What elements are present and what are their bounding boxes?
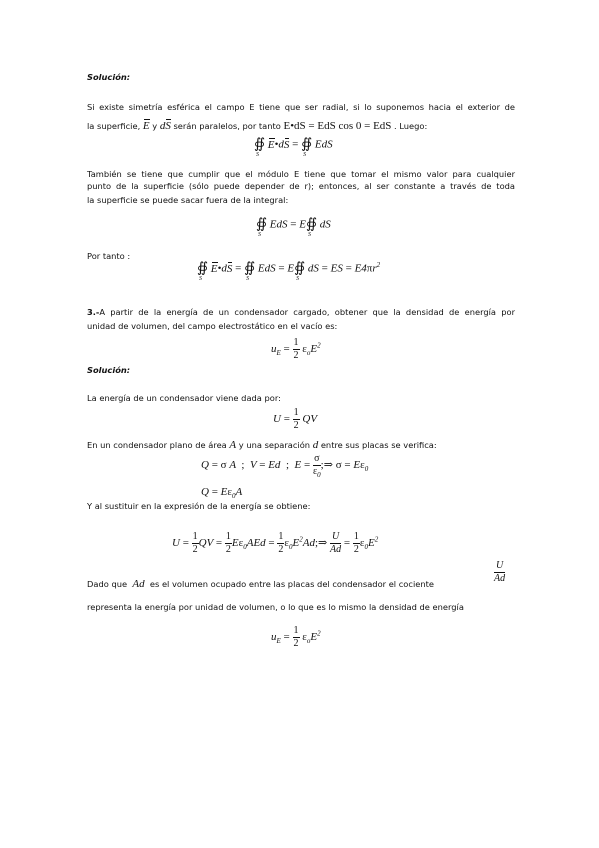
- equation-capacitor-energy: U = $\frac{1}{2}$ QV: [273, 407, 318, 431]
- paragraph-modulus-line3: la superficie se puede sacar fuera de la integral:: [87, 195, 289, 205]
- label-por-tanto: Por tanto :: [87, 251, 131, 261]
- equation-flux: ∯ S E•dS = ∯ S EdS: [254, 137, 333, 158]
- equation-result: $u_E$ = $\frac{1}{2}$ $\varepsilon_oE^2$: [271, 625, 321, 649]
- equation-substitution: U = $\frac{1}{2}$ QV = $\frac{1}{2}$ $E\varepsilon_0AEd$ = $\frac{1}{2}$ $\varepsilon_0E^2Ad;\Rightarrow$ $\frac{U}{Ad}$ = $\frac{1}{2}$ $\varepsilon_0E^2$: [172, 531, 379, 555]
- equation-relations: Q = σ A ; V = Ed ; E = $\frac{\sigma}{\varepsilon_0}$ ;⇒ $\sigma = E\varepsilon_0$: [201, 453, 369, 479]
- fraction-u-over-ad: $\frac{U}{Ad}$: [494, 560, 506, 584]
- paragraph-modulus-line2: punto de la superficie (sólo puede depender de r); entonces, al ser constante a través de toda: [87, 181, 515, 191]
- equation-gauss-result: ∯ S E•dS = ∯ S EdS = E∯ S dS = ES = $E4\pi r^2$: [197, 260, 381, 282]
- paragraph-energy-intro: La energía de un condensador viene dada por:: [87, 393, 281, 403]
- paragraph-radial-field-line2: la superficie, E y dS serán paralelos, por tanto E•dS = EdS cos 0 = EdS . Luego:: [87, 120, 428, 132]
- equation-charge: $Q = E\varepsilon_0A$: [201, 486, 243, 501]
- paragraph-substitute: Y al sustituir en la expresión de la energía se obtiene:: [87, 501, 311, 511]
- equation-energy-density: $u_E$ = $\frac{1}{2}$ $\varepsilon_oE^2$: [271, 337, 321, 361]
- paragraph-radial-field-line1: Si existe simetría esférica el campo E tiene que ser radial, si lo suponemos hacia el exterior de: [87, 102, 515, 112]
- paragraph-conclusion-line2: representa la energía por unidad de volumen, o lo que es lo mismo la densidad de energía: [87, 602, 464, 612]
- paragraph-modulus-line1: También se tiene que cumplir que el módulo E tiene que tomar el mismo valor para cualquier: [87, 169, 515, 179]
- solution-heading: Solución:: [87, 72, 131, 82]
- equation-constant-out: ∯ S EdS = E∯ S dS: [256, 217, 331, 238]
- solution-heading-3: Solución:: [87, 365, 131, 375]
- paragraph-conclusion-line1: Dado que Ad es el volumen ocupado entre las placas del condensador el cociente: [87, 578, 434, 590]
- problem-3-line1: 3.-A partir de la energía de un condensador cargado, obtener que la densidad de energía por: [87, 307, 515, 317]
- paragraph-plane-capacitor: En un condensador plano de área A y una separación d entre sus placas se verifica:: [87, 439, 437, 451]
- equation-parallel: E•dS = EdS cos 0 = EdS: [283, 120, 392, 132]
- problem-3-line2: unidad de volumen, del campo electrostático en el vacío es:: [87, 321, 338, 331]
